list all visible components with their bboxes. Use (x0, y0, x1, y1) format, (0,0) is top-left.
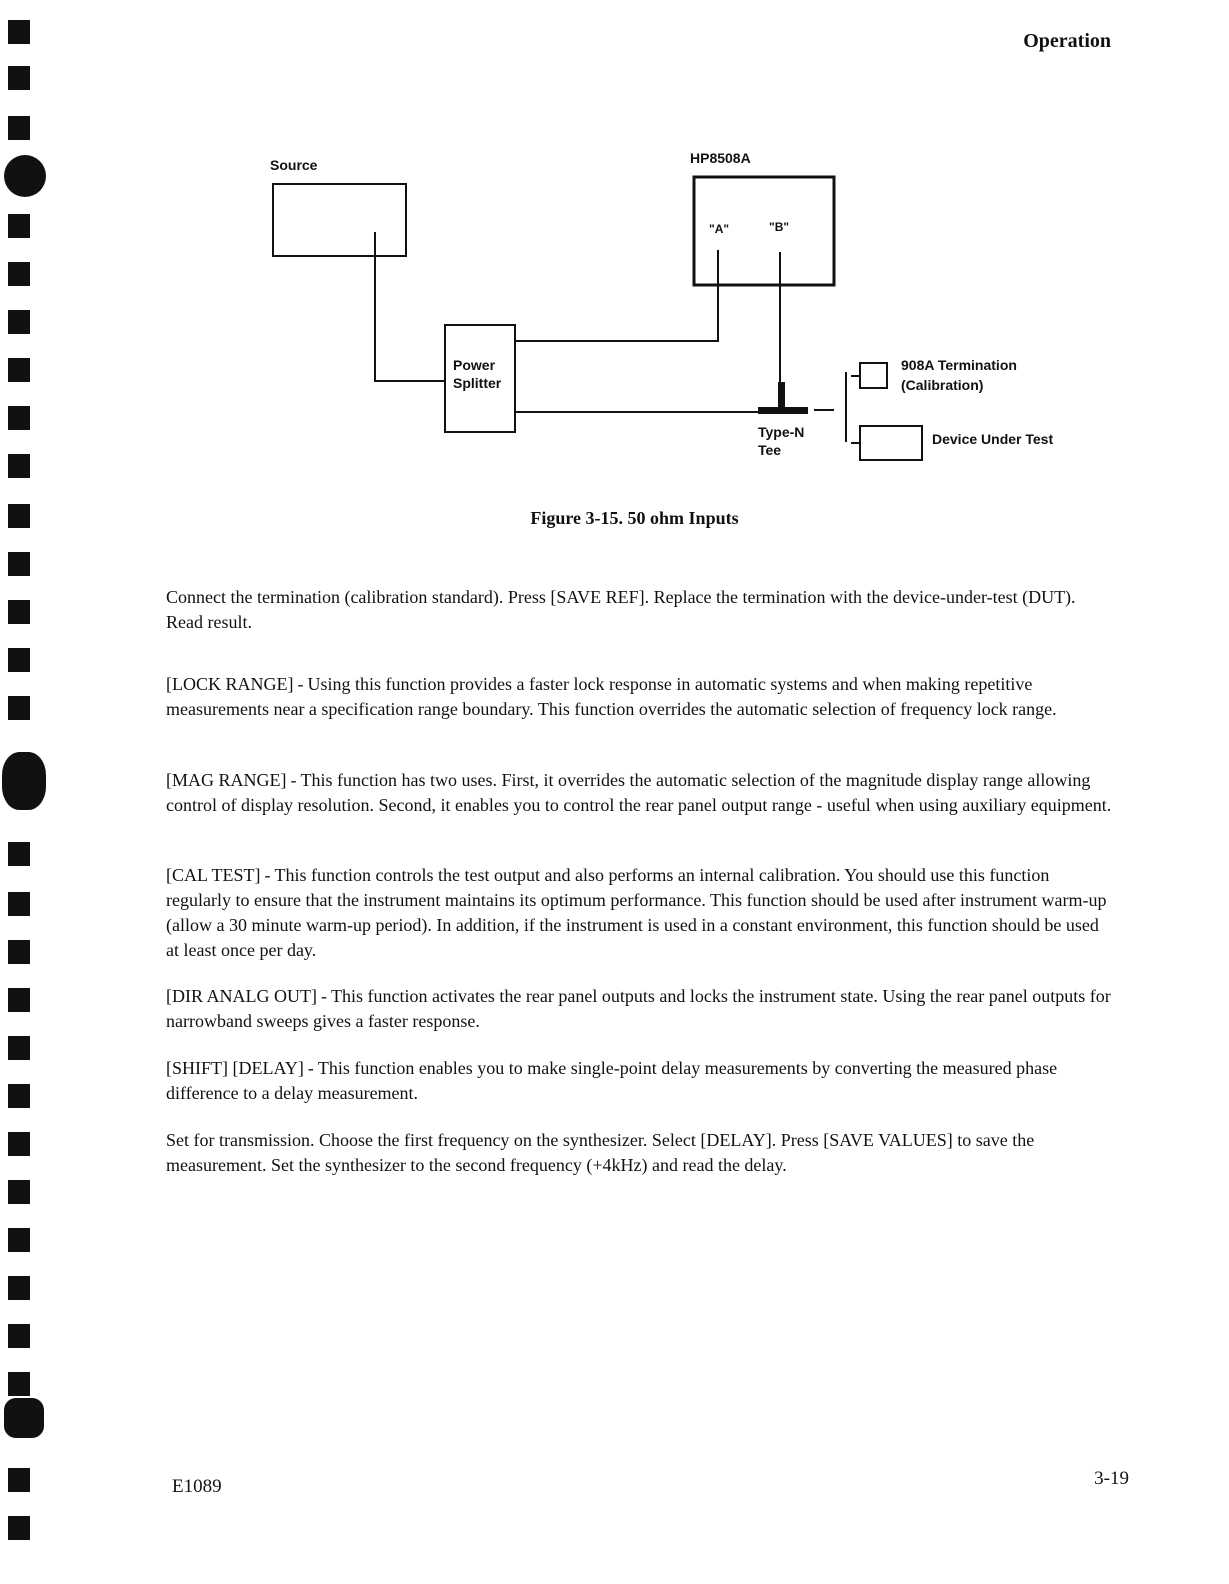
intro-paragraph: Connect the termination (calibration standard). Press [SAVE REF]. Replace the termination with the device-under-test (DUT). Read result. (166, 587, 1076, 632)
port-b-label: "B" (769, 220, 790, 234)
function-description: Using this function provides a faster lock response in automatic systems and when making repetitive measurements near a specification range boundary. This function overrides the automatic selection of frequency lock range. (166, 674, 1057, 719)
mag-range-paragraph (166, 768, 1114, 818)
source-label: Source (270, 157, 318, 173)
splitter-to-port-a-cable (515, 250, 718, 341)
termination-label-line2: (Calibration) (901, 377, 984, 393)
type-n-tee (778, 382, 785, 410)
analyzer-label: HP8508A (690, 150, 751, 166)
term-separator: - (264, 865, 271, 885)
splitter-label-line2: Splitter (453, 375, 502, 391)
splitter-label-line1: Power (453, 357, 496, 373)
page-number: 3-19 (1094, 1468, 1129, 1489)
term-separator: - (290, 770, 297, 790)
function-description: This function controls the test output and also performs an internal calibration. You should use this function regularly to ensure that the instrument maintains its optimum performance. This function should be used after instrument warm-up (allow a 30 minute warm-up period). In addition, if the instrument is used in a constant environment, this function should be used at least once per day. (166, 865, 1107, 960)
cal-test-paragraph (166, 863, 1114, 963)
dut-label: Device Under Test (932, 431, 1054, 447)
function-description: This function activates the rear panel outputs and locks the instrument state. Using the rear panel outputs for narrowband sweeps gives a faster response. (166, 986, 1111, 1031)
connection-diagram (0, 0, 1229, 500)
shift-delay-paragraph (166, 1056, 1114, 1106)
function-term: [LOCK RANGE] (166, 674, 294, 694)
figure-caption: Figure 3-15. 50 ohm Inputs (530, 508, 739, 528)
term-separator: - (307, 1058, 314, 1078)
tee-label-line1: Type-N (758, 424, 805, 440)
port-a-label: "A" (709, 222, 730, 236)
dir-analg-out-paragraph (166, 984, 1114, 1034)
function-term: [MAG RANGE] (166, 770, 287, 790)
tee-label-line2: Tee (758, 442, 782, 458)
term-separator: - (297, 674, 304, 694)
section-header: Operation (1023, 30, 1111, 52)
source-to-splitter-cable (375, 232, 445, 381)
document-id: E1089 (172, 1476, 222, 1497)
lock-range-paragraph (166, 672, 1114, 722)
term-separator: - (320, 986, 327, 1006)
function-term: [SHIFT] [DELAY] (166, 1058, 304, 1078)
function-description: This function enables you to make single-point delay measurements by converting the measured phase difference to a delay measurement. (166, 1058, 1058, 1103)
termination-label-line1: 908A Termination (901, 357, 1017, 373)
type-n-tee-bar (758, 407, 808, 414)
dut-box (860, 426, 922, 460)
closing-paragraph: Set for transmission. Choose the first frequency on the synthesizer. Select [DELAY]. Press [SAVE VALUES] to save the measurement. Set the synthesizer to the second frequency (+4kHz) and read the delay. (166, 1130, 1035, 1175)
termination-box (860, 363, 887, 388)
function-term: [CAL TEST] (166, 865, 261, 885)
function-term: [DIR ANALG OUT] (166, 986, 317, 1006)
function-description: This function has two uses. First, it overrides the automatic selection of the magnitude display range allowing control of display resolution. Second, it enables you to control the rear panel output range - useful when using auxiliary equipment. (166, 770, 1112, 815)
source-box (273, 184, 406, 256)
